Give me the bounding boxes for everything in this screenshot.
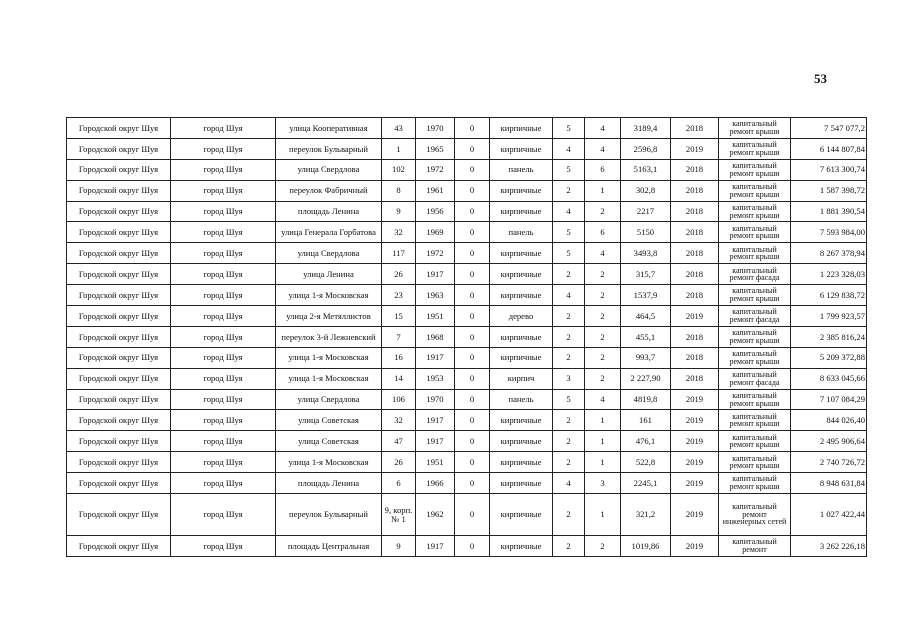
city-cell: город Шуя	[171, 368, 276, 389]
floors-cell: 2	[553, 264, 585, 285]
plan-year-cell: 2018	[671, 347, 719, 368]
wall-material-cell: кирпичные	[490, 326, 553, 347]
work-type-cell: капитальный ремонт крыши	[719, 410, 791, 431]
city-cell: город Шуя	[171, 431, 276, 452]
work-type-cell: капитальный ремонт крыши	[719, 347, 791, 368]
table-row	[67, 201, 867, 222]
wall-material-cell: панель	[490, 222, 553, 243]
floors-cell: 2	[553, 494, 585, 536]
cost-cell: 6 144 807,84	[791, 138, 867, 159]
house-number-cell: 26	[382, 452, 416, 473]
work-type-cell: капитальный ремонт фасада	[719, 264, 791, 285]
area-cell: 993,7	[621, 347, 671, 368]
city-cell: город Шуя	[171, 285, 276, 306]
city-cell: город Шуя	[171, 326, 276, 347]
area-cell: 302,8	[621, 180, 671, 201]
build-year-cell: 1917	[416, 410, 455, 431]
work-type-cell: капитальный ремонт крыши	[719, 138, 791, 159]
floors-cell: 4	[553, 138, 585, 159]
flag-cell: 0	[455, 452, 490, 473]
floors-cell: 2	[553, 347, 585, 368]
table-row	[67, 159, 867, 180]
house-number-cell: 1	[382, 138, 416, 159]
plan-year-cell: 2019	[671, 410, 719, 431]
cost-cell: 7 107 084,29	[791, 389, 867, 410]
house-number-cell: 6	[382, 473, 416, 494]
entrances-cell: 3	[585, 473, 621, 494]
cost-cell: 1 587 398,72	[791, 180, 867, 201]
build-year-cell: 1961	[416, 180, 455, 201]
table-row	[67, 347, 867, 368]
wall-material-cell: кирпичные	[490, 431, 553, 452]
work-type-cell: капитальный ремонт крыши	[719, 243, 791, 264]
district-cell: Городской округ Шуя	[67, 264, 171, 285]
cost-cell: 8 948 631,84	[791, 473, 867, 494]
flag-cell: 0	[455, 368, 490, 389]
street-cell: переулок Фабричный	[276, 180, 382, 201]
cost-cell: 844 026,40	[791, 410, 867, 431]
table-row	[67, 494, 867, 536]
plan-year-cell: 2019	[671, 431, 719, 452]
city-cell: город Шуя	[171, 347, 276, 368]
entrances-cell: 1	[585, 410, 621, 431]
district-cell: Городской округ Шуя	[67, 368, 171, 389]
wall-material-cell: кирпичные	[490, 347, 553, 368]
work-type-cell: капитальный ремонт крыши	[719, 201, 791, 222]
floors-cell: 5	[553, 389, 585, 410]
floors-cell: 2	[553, 410, 585, 431]
entrances-cell: 2	[585, 347, 621, 368]
area-cell: 522,8	[621, 452, 671, 473]
wall-material-cell: кирпичные	[490, 180, 553, 201]
build-year-cell: 1917	[416, 431, 455, 452]
table-row	[67, 473, 867, 494]
flag-cell: 0	[455, 180, 490, 201]
work-type-cell: капитальный ремонт крыши	[719, 389, 791, 410]
entrances-cell: 2	[585, 306, 621, 327]
work-type-cell: капитальный ремонт крыши	[719, 180, 791, 201]
work-type-cell: капитальный ремонт крыши	[719, 118, 791, 139]
district-cell: Городской округ Шуя	[67, 180, 171, 201]
flag-cell: 0	[455, 222, 490, 243]
wall-material-cell: дерево	[490, 306, 553, 327]
wall-material-cell: панель	[490, 389, 553, 410]
table-row	[67, 243, 867, 264]
plan-year-cell: 2018	[671, 285, 719, 306]
city-cell: город Шуя	[171, 452, 276, 473]
wall-material-cell: кирпичные	[490, 452, 553, 473]
plan-year-cell: 2018	[671, 243, 719, 264]
work-type-cell: капитальный ремонт крыши	[719, 326, 791, 347]
cost-cell: 7 613 300,74	[791, 159, 867, 180]
floors-cell: 5	[553, 222, 585, 243]
city-cell: город Шуя	[171, 201, 276, 222]
housing-repair-table	[66, 117, 867, 557]
house-number-cell: 9, корп. № 1	[382, 494, 416, 536]
area-cell: 464,5	[621, 306, 671, 327]
flag-cell: 0	[455, 326, 490, 347]
district-cell: Городской округ Шуя	[67, 347, 171, 368]
cost-cell: 6 129 838,72	[791, 285, 867, 306]
table-row	[67, 180, 867, 201]
street-cell: улица Свердлова	[276, 389, 382, 410]
street-cell: улица Ленина	[276, 264, 382, 285]
district-cell: Городской округ Шуя	[67, 452, 171, 473]
plan-year-cell: 2018	[671, 201, 719, 222]
area-cell: 4819,8	[621, 389, 671, 410]
district-cell: Городской округ Шуя	[67, 431, 171, 452]
street-cell: переулок Бульварный	[276, 138, 382, 159]
flag-cell: 0	[455, 389, 490, 410]
street-cell: улица Советская	[276, 431, 382, 452]
entrances-cell: 4	[585, 138, 621, 159]
floors-cell: 3	[553, 368, 585, 389]
plan-year-cell: 2018	[671, 368, 719, 389]
build-year-cell: 1972	[416, 243, 455, 264]
city-cell: город Шуя	[171, 159, 276, 180]
flag-cell: 0	[455, 159, 490, 180]
street-cell: улица Генерала Горбатова	[276, 222, 382, 243]
floors-cell: 2	[553, 326, 585, 347]
city-cell: город Шуя	[171, 118, 276, 139]
area-cell: 321,2	[621, 494, 671, 536]
district-cell: Городской округ Шуя	[67, 389, 171, 410]
wall-material-cell: кирпичные	[490, 118, 553, 139]
wall-material-cell: кирпичные	[490, 201, 553, 222]
build-year-cell: 1963	[416, 285, 455, 306]
entrances-cell: 6	[585, 222, 621, 243]
entrances-cell: 2	[585, 368, 621, 389]
work-type-cell: капитальный ремонт	[719, 536, 791, 557]
build-year-cell: 1962	[416, 494, 455, 536]
wall-material-cell: кирпичные	[490, 285, 553, 306]
wall-material-cell: кирпичные	[490, 264, 553, 285]
house-number-cell: 26	[382, 264, 416, 285]
wall-material-cell: кирпичные	[490, 473, 553, 494]
plan-year-cell: 2019	[671, 452, 719, 473]
table-row	[67, 118, 867, 139]
house-number-cell: 8	[382, 180, 416, 201]
area-cell: 2596,8	[621, 138, 671, 159]
build-year-cell: 1969	[416, 222, 455, 243]
wall-material-cell: кирпичные	[490, 243, 553, 264]
floors-cell: 2	[553, 536, 585, 557]
street-cell: площадь Центральная	[276, 536, 382, 557]
cost-cell: 2 740 726,72	[791, 452, 867, 473]
cost-cell: 8 633 045,66	[791, 368, 867, 389]
house-number-cell: 117	[382, 243, 416, 264]
table-row	[67, 452, 867, 473]
floors-cell: 4	[553, 285, 585, 306]
table-row	[67, 368, 867, 389]
wall-material-cell: кирпичные	[490, 138, 553, 159]
build-year-cell: 1970	[416, 118, 455, 139]
build-year-cell: 1972	[416, 159, 455, 180]
street-cell: переулок Бульварный	[276, 494, 382, 536]
house-number-cell: 43	[382, 118, 416, 139]
floors-cell: 4	[553, 201, 585, 222]
floors-cell: 5	[553, 159, 585, 180]
district-cell: Городской округ Шуя	[67, 201, 171, 222]
flag-cell: 0	[455, 118, 490, 139]
street-cell: улица 1-я Московская	[276, 285, 382, 306]
floors-cell: 2	[553, 180, 585, 201]
build-year-cell: 1956	[416, 201, 455, 222]
cost-cell: 1 799 923,57	[791, 306, 867, 327]
area-cell: 455,1	[621, 326, 671, 347]
street-cell: площадь Ленина	[276, 473, 382, 494]
area-cell: 2245,1	[621, 473, 671, 494]
area-cell: 3493,8	[621, 243, 671, 264]
district-cell: Городской округ Шуя	[67, 118, 171, 139]
wall-material-cell: кирпич	[490, 368, 553, 389]
district-cell: Городской округ Шуя	[67, 222, 171, 243]
work-type-cell: капитальный ремонт крыши	[719, 452, 791, 473]
cost-cell: 7 593 984,00	[791, 222, 867, 243]
work-type-cell: капитальный ремонт фасада	[719, 306, 791, 327]
house-number-cell: 9	[382, 536, 416, 557]
cost-cell: 7 547 077,2	[791, 118, 867, 139]
flag-cell: 0	[455, 138, 490, 159]
work-type-cell: капитальный ремонт крыши	[719, 473, 791, 494]
flag-cell: 0	[455, 494, 490, 536]
cost-cell: 1 027 422,44	[791, 494, 867, 536]
wall-material-cell: кирпичные	[490, 536, 553, 557]
build-year-cell: 1965	[416, 138, 455, 159]
build-year-cell: 1953	[416, 368, 455, 389]
house-number-cell: 32	[382, 222, 416, 243]
floors-cell: 4	[553, 473, 585, 494]
floors-cell: 5	[553, 118, 585, 139]
work-type-cell: капитальный ремонт крыши	[719, 431, 791, 452]
city-cell: город Шуя	[171, 494, 276, 536]
plan-year-cell: 2019	[671, 389, 719, 410]
floors-cell: 2	[553, 452, 585, 473]
table-row	[67, 536, 867, 557]
city-cell: город Шуя	[171, 389, 276, 410]
build-year-cell: 1968	[416, 326, 455, 347]
area-cell: 161	[621, 410, 671, 431]
entrances-cell: 1	[585, 431, 621, 452]
house-number-cell: 14	[382, 368, 416, 389]
entrances-cell: 4	[585, 243, 621, 264]
floors-cell: 5	[553, 243, 585, 264]
table-row	[67, 326, 867, 347]
build-year-cell: 1917	[416, 264, 455, 285]
entrances-cell: 2	[585, 536, 621, 557]
table-row	[67, 285, 867, 306]
build-year-cell: 1951	[416, 452, 455, 473]
plan-year-cell: 2018	[671, 264, 719, 285]
flag-cell: 0	[455, 536, 490, 557]
build-year-cell: 1951	[416, 306, 455, 327]
area-cell: 315,7	[621, 264, 671, 285]
wall-material-cell: кирпичные	[490, 494, 553, 536]
cost-cell: 5 209 372,88	[791, 347, 867, 368]
house-number-cell: 102	[382, 159, 416, 180]
plan-year-cell: 2019	[671, 306, 719, 327]
city-cell: город Шуя	[171, 473, 276, 494]
entrances-cell: 4	[585, 389, 621, 410]
house-number-cell: 23	[382, 285, 416, 306]
district-cell: Городской округ Шуя	[67, 243, 171, 264]
flag-cell: 0	[455, 201, 490, 222]
build-year-cell: 1966	[416, 473, 455, 494]
cost-cell: 3 262 226,18	[791, 536, 867, 557]
table-row	[67, 389, 867, 410]
wall-material-cell: кирпичные	[490, 410, 553, 431]
table-row	[67, 264, 867, 285]
district-cell: Городской округ Шуя	[67, 473, 171, 494]
plan-year-cell: 2019	[671, 494, 719, 536]
flag-cell: 0	[455, 473, 490, 494]
work-type-cell: капитальный ремонт крыши	[719, 222, 791, 243]
cost-cell: 1 223 328,03	[791, 264, 867, 285]
cost-cell: 2 495 906,64	[791, 431, 867, 452]
work-type-cell: капитальный ремонт фасада	[719, 368, 791, 389]
city-cell: город Шуя	[171, 306, 276, 327]
work-type-cell: капитальный ремонт крыши	[719, 159, 791, 180]
page-number: 53	[814, 71, 827, 86]
city-cell: город Шуя	[171, 264, 276, 285]
district-cell: Городской округ Шуя	[67, 410, 171, 431]
city-cell: город Шуя	[171, 180, 276, 201]
city-cell: город Шуя	[171, 536, 276, 557]
entrances-cell: 2	[585, 326, 621, 347]
district-cell: Городской округ Шуя	[67, 306, 171, 327]
street-cell: улица 1-я Московская	[276, 452, 382, 473]
cost-cell: 2 385 816,24	[791, 326, 867, 347]
entrances-cell: 4	[585, 118, 621, 139]
area-cell: 476,1	[621, 431, 671, 452]
street-cell: улица Свердлова	[276, 243, 382, 264]
area-cell: 2217	[621, 201, 671, 222]
table-row	[67, 222, 867, 243]
floors-cell: 2	[553, 431, 585, 452]
entrances-cell: 1	[585, 452, 621, 473]
street-cell: улица 2-я Метяллистов	[276, 306, 382, 327]
flag-cell: 0	[455, 347, 490, 368]
table-row	[67, 431, 867, 452]
floors-cell: 2	[553, 306, 585, 327]
city-cell: город Шуя	[171, 410, 276, 431]
entrances-cell: 2	[585, 201, 621, 222]
plan-year-cell: 2018	[671, 118, 719, 139]
house-number-cell: 32	[382, 410, 416, 431]
house-number-cell: 9	[382, 201, 416, 222]
plan-year-cell: 2018	[671, 222, 719, 243]
plan-year-cell: 2019	[671, 138, 719, 159]
table-body	[67, 118, 867, 557]
entrances-cell: 2	[585, 264, 621, 285]
street-cell: улица Советская	[276, 410, 382, 431]
wall-material-cell: панель	[490, 159, 553, 180]
flag-cell: 0	[455, 431, 490, 452]
plan-year-cell: 2019	[671, 473, 719, 494]
house-number-cell: 47	[382, 431, 416, 452]
house-number-cell: 15	[382, 306, 416, 327]
cost-cell: 8 267 378,94	[791, 243, 867, 264]
street-cell: улица 1-я Московская	[276, 368, 382, 389]
area-cell: 1019,86	[621, 536, 671, 557]
house-number-cell: 106	[382, 389, 416, 410]
area-cell: 2 227,90	[621, 368, 671, 389]
flag-cell: 0	[455, 410, 490, 431]
district-cell: Городской округ Шуя	[67, 159, 171, 180]
district-cell: Городской округ Шуя	[67, 285, 171, 306]
area-cell: 5150	[621, 222, 671, 243]
district-cell: Городской округ Шуя	[67, 326, 171, 347]
table-row	[67, 306, 867, 327]
work-type-cell: капитальный ремонт инженерных сетей	[719, 494, 791, 536]
area-cell: 1537,9	[621, 285, 671, 306]
entrances-cell: 1	[585, 180, 621, 201]
plan-year-cell: 2019	[671, 536, 719, 557]
build-year-cell: 1917	[416, 536, 455, 557]
street-cell: улица Кооперативная	[276, 118, 382, 139]
street-cell: площадь Ленина	[276, 201, 382, 222]
table-row	[67, 410, 867, 431]
cost-cell: 1 881 390,54	[791, 201, 867, 222]
house-number-cell: 7	[382, 326, 416, 347]
area-cell: 5163,1	[621, 159, 671, 180]
city-cell: город Шуя	[171, 222, 276, 243]
flag-cell: 0	[455, 306, 490, 327]
plan-year-cell: 2018	[671, 159, 719, 180]
district-cell: Городской округ Шуя	[67, 494, 171, 536]
table-row	[67, 138, 867, 159]
entrances-cell: 1	[585, 494, 621, 536]
area-cell: 3189,4	[621, 118, 671, 139]
entrances-cell: 6	[585, 159, 621, 180]
house-number-cell: 16	[382, 347, 416, 368]
build-year-cell: 1970	[416, 389, 455, 410]
plan-year-cell: 2018	[671, 326, 719, 347]
plan-year-cell: 2018	[671, 180, 719, 201]
street-cell: улица Свердлова	[276, 159, 382, 180]
work-type-cell: капитальный ремонт крыши	[719, 285, 791, 306]
flag-cell: 0	[455, 285, 490, 306]
district-cell: Городской округ Шуя	[67, 536, 171, 557]
entrances-cell: 2	[585, 285, 621, 306]
build-year-cell: 1917	[416, 347, 455, 368]
street-cell: переулок 3-й Лежневский	[276, 326, 382, 347]
city-cell: город Шуя	[171, 138, 276, 159]
city-cell: город Шуя	[171, 243, 276, 264]
flag-cell: 0	[455, 264, 490, 285]
street-cell: улица 1-я Московская	[276, 347, 382, 368]
flag-cell: 0	[455, 243, 490, 264]
district-cell: Городской округ Шуя	[67, 138, 171, 159]
